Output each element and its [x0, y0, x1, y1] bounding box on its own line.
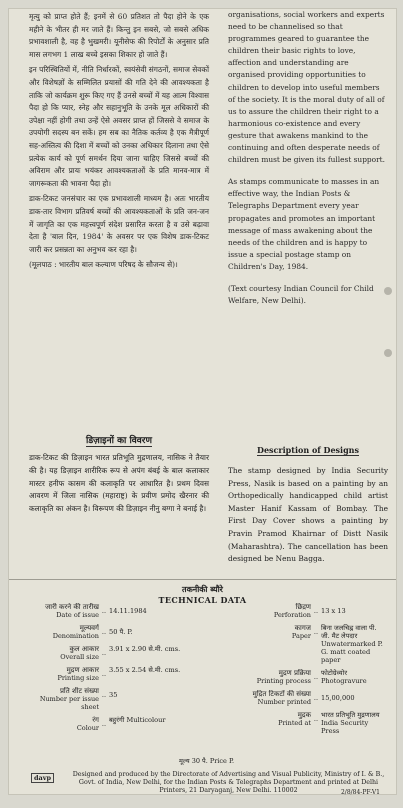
- hindi-design-heading: डिज़ाइनों का विवरण: [86, 436, 152, 446]
- footer: [31, 771, 386, 795]
- footer-credit: Designed and produced by the Directorate of Advertising and Visual Publicity, Ministry of I. & B., Govt. of India, New Delhi, for the Indian Posts & Telegraphs Department and printed at Delhi Printers, 21 Daryaganj, New Delhi. 110002: [72, 771, 385, 794]
- english-design-heading: Description of Designs: [257, 445, 359, 455]
- tech-row-colour: रंग Colour .. बहुरंगी Multicolour: [76, 716, 166, 732]
- english-paragraph: As stamps communicate to masses in an effective way, the Indian Posts & Telegraphs Department every year propagates and promotes an important message of mass awakening about the needs of the children and is happy to issue a special postage stamp on Children's Day, 1984.: [228, 177, 380, 271]
- technical-data-left: [31, 603, 201, 737]
- hindi-design-text: डाक-टिकट की डिज़ाइन भारत प्रतिभूति मुद्रणालय, नासिक ने तैयार की है। यह डिज़ाइन शारीरिक रूप से अपंग बंबई के बाल कलाकार मास्टर हनीफ कासम की कलाकृति पर आधारित है। प्रथम दिवस आवरण में जिला नासिक (महाराष्ट्र) के प्रवीण प्रमोद खैरनार की कलाकृति का अंकन है। विरूपण की डिज़ाइन नीनु बग्गा ने बनाई है।: [29, 453, 209, 514]
- tech-row-number-per-sheet: प्रति शीट संख्या Number per issue sheet .. 35: [39, 687, 118, 711]
- price-label: मूल्य 30 पै. Price P.: [179, 757, 235, 765]
- section-divider: [9, 579, 396, 580]
- tech-row-number-printed: मुद्रित टिकटों की संख्या Number printed .. 15,00,000: [252, 690, 355, 706]
- technical-data-heading: तकनीकी ब्यौरे TECHNICAL DATA: [158, 584, 247, 605]
- davp-logo: davp: [31, 773, 54, 783]
- english-paragraph: organisations, social workers and experts need to be channelised so that programmes geared to guarantee the children their basic rights to love, affection and understanding are organised providing opportunities to children to develop into useful members of the society. It is the moral duty of all of us to assure the children their right to a harmonious co-existence and every gesture that awakens mankind to the continuing and often desperate needs of children must be given its fullest support.: [228, 10, 385, 165]
- tech-row-perforation: छिद्रण Perforation .. 13 x 13: [273, 603, 346, 619]
- tech-row-paper: कागज Paper .. बिना जलचिह्न वाला पी. जी. मैट लेपदार Unwatermarked P. G. matt coated paper: [291, 624, 383, 664]
- tech-row-printed-at: मुद्रक Printed at .. भारत प्रतिभूति मुद्रणालय India Security Press: [278, 711, 380, 735]
- technical-data-right: [219, 603, 389, 740]
- footer-code: 2/8/84-PF-V1: [340, 789, 380, 796]
- hindi-paragraph: मृत्यु को प्राप्त होते हैं; इनमें से 60 प्रतिशत तो पैदा होने के एक महीने के भीतर ही मर जाते हैं। किन्तु इन सबसे, जो सबसे अधिक प्रभावशाली है, वह है भुखमरी। यूनीसेफ की रिपोर्टों के अनुसार प्रति मास लगभग 1 लाख बच्चे इसका शिकार हो जाते हैं।: [29, 12, 209, 59]
- tech-row-denomination: मूल्यवर्ग Denomination .. 50 पै. P.: [52, 624, 133, 640]
- hindi-paragraph: डाक-टिकट जनसंचार का एक प्रभावशाली माध्यम है। अतः भारतीय डाक-तार विभाग प्रतिवर्ष बच्चों की आवश्यकताओं के प्रति जन-जन में जागृति का एक महत्त्वपूर्ण संदेश प्रसारित करता है व उसे बढ़ावा देता है 'बाल दिन, 1984' के अवसर पर एक विशेष डाक-टिकट जारी कर प्रसन्नता का अनुभव कर रहा है।: [29, 194, 209, 254]
- hindi-paragraph: इन परिस्थितियों में, नीति निर्धारकों, स्वयंसेवी संगठनों, समाज सेवकों और विशेषज्ञों के सम्मिलित प्रयासों की गति देने की आवश्यकता है ताकि जो कार्यक्रम शुरू किए गए हैं उनसे बच्चों में यह आत्म विश्वास पैदा हो कि प्यार, स्नेह और सहानुभूति के उनके मूल अधिकारों की उपेक्षा नहीं होगी तथा उन्हें ऐसे अवसर प्राप्त हों जिससे वे समाज के उपयोगी सदस्य बन सकें। हम सब का नैतिक कर्तव्य है एक मैत्रीपूर्ण सह-अस्तित्व की दिशा में बच्चों को उनका अधिकार दिलाना तथा ऐसे प्रत्येक कार्य को पूर्ण समर्थन दिया जाना चाहिए जिससे बच्चों की अविराम और प्रायः भयंकर आवश्यकताओं के प्रति मानव-मात्र में जागरूकता की भावना पैदा हो।: [29, 65, 209, 188]
- intro-columns: [9, 9, 396, 354]
- tech-row-printing-size: मुद्रण आकार Printing size .. 3.55 x 2.54 से.मी. cms.: [57, 666, 181, 682]
- tech-row-printing-process: मुद्रण प्रक्रिया Printing process .. फोटोग्रेव्योर Photogravure: [256, 669, 367, 685]
- tech-row-date: जारी करने की तारीख Date of issue .. 14.11.1984: [45, 603, 147, 619]
- english-design-text: The stamp designed by India Security Press, Nasik is based on a painting by an Orthopedically handicapped child artist Master Hanif Kassam of Bombay. The First Day Cover shows a painting by Pravin Pramod Khairnar of Distt Nasik (Maharashtra). The cancellation has been designed be Nenu Bagga.: [228, 466, 388, 564]
- brochure-page: [8, 8, 397, 795]
- hindi-intro-column: [29, 11, 209, 275]
- english-courtesy: (Text courtesy Indian Council for Child Welfare, New Delhi).: [228, 283, 374, 306]
- hindi-courtesy: (मूलपाठ : भारतीय बाल कल्याण परिषद के सौजन्य से)।: [29, 260, 178, 270]
- tech-row-overall-size: कुल आकार Overall size .. 3.91 x 2.90 से.मी. cms.: [60, 645, 181, 661]
- english-intro-column: [228, 9, 388, 317]
